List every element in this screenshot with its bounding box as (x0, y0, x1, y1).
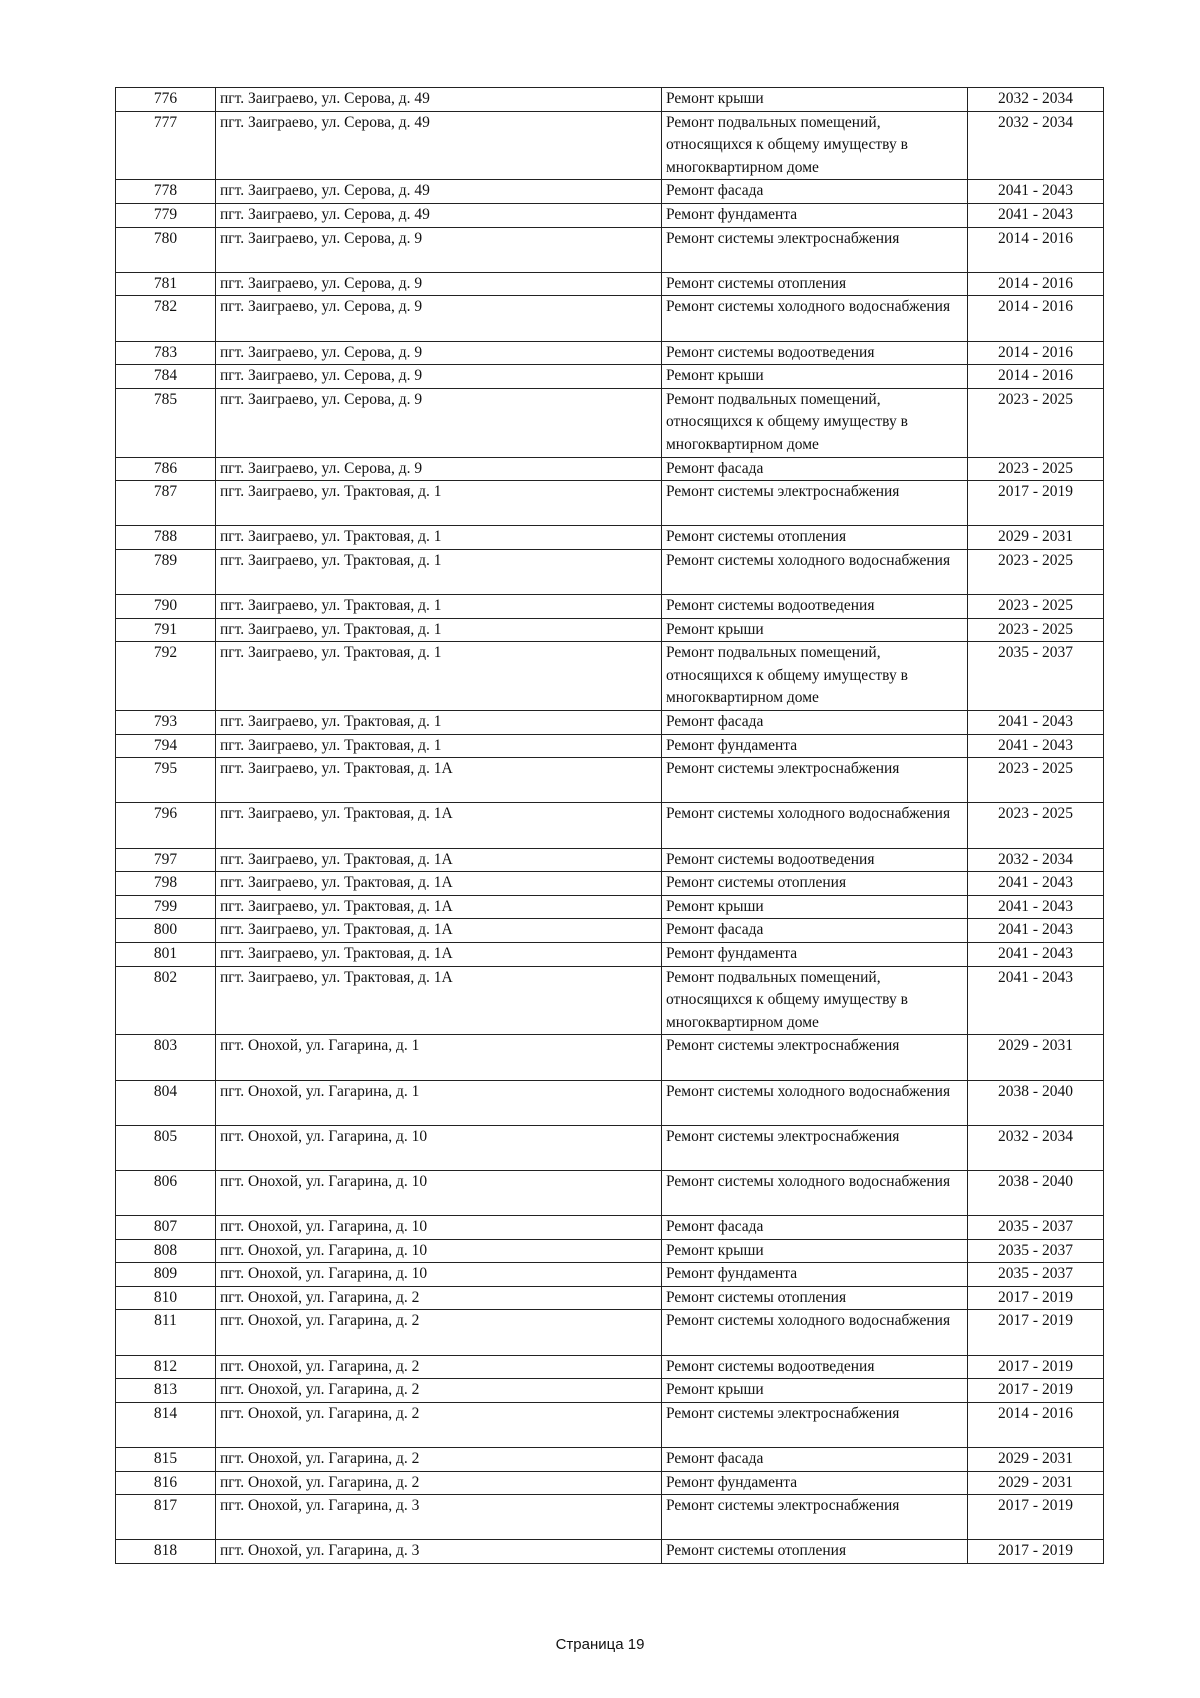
work-type-cell: Ремонт системы холодного водоснабжения (662, 1080, 968, 1125)
address-cell: пгт. Заиграево, ул. Серова, д. 9 (216, 341, 662, 365)
work-type-cell: Ремонт системы отопления (662, 526, 968, 550)
work-type-cell: Ремонт крыши (662, 88, 968, 112)
address-cell: пгт. Онохой, ул. Гагарина, д. 3 (216, 1495, 662, 1540)
period-cell: 2029 - 2031 (968, 1471, 1104, 1495)
work-type-cell: Ремонт системы водоотведения (662, 341, 968, 365)
table-row (116, 1540, 1104, 1564)
address-cell: пгт. Онохой, ул. Гагарина, д. 2 (216, 1379, 662, 1403)
address-cell: пгт. Онохой, ул. Гагарина, д. 10 (216, 1216, 662, 1240)
period-cell: 2035 - 2037 (968, 1216, 1104, 1240)
address-cell: пгт. Онохой, ул. Гагарина, д. 2 (216, 1471, 662, 1495)
work-type-cell: Ремонт фундамента (662, 942, 968, 966)
address-cell: пгт. Онохой, ул. Гагарина, д. 2 (216, 1310, 662, 1355)
period-cell: 2017 - 2019 (968, 1379, 1104, 1403)
address-cell: пгт. Заиграево, ул. Трактовая, д. 1 (216, 734, 662, 758)
address-cell: пгт. Заиграево, ул. Трактовая, д. 1А (216, 872, 662, 896)
table-row (116, 526, 1104, 550)
work-type-cell: Ремонт подвальных помещений, относящихся к общему имуществу в многоквартирном доме (662, 388, 968, 457)
address-cell: пгт. Заиграево, ул. Трактовая, д. 1 (216, 526, 662, 550)
work-type-cell: Ремонт системы отопления (662, 1286, 968, 1310)
row-number-cell: 813 (116, 1379, 216, 1403)
period-cell: 2032 - 2034 (968, 1125, 1104, 1170)
row-number-cell: 794 (116, 734, 216, 758)
period-cell: 2029 - 2031 (968, 526, 1104, 550)
address-cell: пгт. Заиграево, ул. Трактовая, д. 1 (216, 618, 662, 642)
address-cell: пгт. Онохой, ул. Гагарина, д. 2 (216, 1355, 662, 1379)
table-row (116, 595, 1104, 619)
work-type-cell: Ремонт системы электроснабжения (662, 1495, 968, 1540)
row-number-cell: 790 (116, 595, 216, 619)
work-type-cell: Ремонт системы холодного водоснабжения (662, 549, 968, 594)
address-cell: пгт. Онохой, ул. Гагарина, д. 10 (216, 1170, 662, 1215)
row-number-cell: 809 (116, 1263, 216, 1287)
table-row (116, 1379, 1104, 1403)
row-number-cell: 778 (116, 180, 216, 204)
row-number-cell: 802 (116, 966, 216, 1035)
table-row (116, 1080, 1104, 1125)
work-type-cell: Ремонт системы водоотведения (662, 1355, 968, 1379)
period-cell: 2023 - 2025 (968, 803, 1104, 848)
table-row (116, 1355, 1104, 1379)
address-cell: пгт. Заиграево, ул. Трактовая, д. 1А (216, 848, 662, 872)
address-cell: пгт. Онохой, ул. Гагарина, д. 10 (216, 1125, 662, 1170)
period-cell: 2023 - 2025 (968, 595, 1104, 619)
row-number-cell: 799 (116, 895, 216, 919)
address-cell: пгт. Онохой, ул. Гагарина, д. 2 (216, 1448, 662, 1472)
work-type-cell: Ремонт системы отопления (662, 872, 968, 896)
address-cell: пгт. Заиграево, ул. Серова, д. 9 (216, 365, 662, 389)
row-number-cell: 781 (116, 272, 216, 296)
table-row (116, 642, 1104, 711)
work-type-cell: Ремонт крыши (662, 618, 968, 642)
table-row (116, 296, 1104, 341)
period-cell: 2041 - 2043 (968, 966, 1104, 1035)
row-number-cell: 801 (116, 942, 216, 966)
row-number-cell: 808 (116, 1239, 216, 1263)
work-type-cell: Ремонт фасада (662, 919, 968, 943)
address-cell: пгт. Онохой, ул. Гагарина, д. 10 (216, 1239, 662, 1263)
row-number-cell: 776 (116, 88, 216, 112)
work-type-cell: Ремонт фасада (662, 457, 968, 481)
table-row (116, 272, 1104, 296)
row-number-cell: 782 (116, 296, 216, 341)
row-number-cell: 804 (116, 1080, 216, 1125)
period-cell: 2041 - 2043 (968, 942, 1104, 966)
repair-schedule-table (115, 87, 1104, 1564)
table-row (116, 1239, 1104, 1263)
work-type-cell: Ремонт фасада (662, 711, 968, 735)
work-type-cell: Ремонт фасада (662, 1448, 968, 1472)
period-cell: 2035 - 2037 (968, 642, 1104, 711)
address-cell: пгт. Заиграево, ул. Трактовая, д. 1 (216, 549, 662, 594)
table-row (116, 365, 1104, 389)
work-type-cell: Ремонт фундамента (662, 203, 968, 227)
period-cell: 2014 - 2016 (968, 272, 1104, 296)
table-row (116, 227, 1104, 272)
work-type-cell: Ремонт системы отопления (662, 1540, 968, 1564)
table-row (116, 895, 1104, 919)
table-row (116, 203, 1104, 227)
work-type-cell: Ремонт системы электроснабжения (662, 758, 968, 803)
period-cell: 2038 - 2040 (968, 1080, 1104, 1125)
row-number-cell: 815 (116, 1448, 216, 1472)
address-cell: пгт. Заиграево, ул. Трактовая, д. 1 (216, 481, 662, 526)
period-cell: 2023 - 2025 (968, 457, 1104, 481)
period-cell: 2014 - 2016 (968, 227, 1104, 272)
address-cell: пгт. Онохой, ул. Гагарина, д. 10 (216, 1263, 662, 1287)
address-cell: пгт. Заиграево, ул. Серова, д. 49 (216, 88, 662, 112)
work-type-cell: Ремонт крыши (662, 1379, 968, 1403)
period-cell: 2014 - 2016 (968, 341, 1104, 365)
address-cell: пгт. Заиграево, ул. Серова, д. 49 (216, 111, 662, 180)
period-cell: 2035 - 2037 (968, 1239, 1104, 1263)
address-cell: пгт. Заиграево, ул. Трактовая, д. 1 (216, 642, 662, 711)
work-type-cell: Ремонт системы водоотведения (662, 848, 968, 872)
work-type-cell: Ремонт системы электроснабжения (662, 1402, 968, 1447)
period-cell: 2035 - 2037 (968, 1263, 1104, 1287)
table-body (116, 88, 1104, 1564)
period-cell: 2041 - 2043 (968, 919, 1104, 943)
address-cell: пгт. Онохой, ул. Гагарина, д. 2 (216, 1286, 662, 1310)
table-row (116, 341, 1104, 365)
row-number-cell: 810 (116, 1286, 216, 1310)
table-row (116, 872, 1104, 896)
row-number-cell: 789 (116, 549, 216, 594)
period-cell: 2041 - 2043 (968, 895, 1104, 919)
row-number-cell: 777 (116, 111, 216, 180)
work-type-cell: Ремонт системы электроснабжения (662, 1125, 968, 1170)
period-cell: 2014 - 2016 (968, 365, 1104, 389)
row-number-cell: 796 (116, 803, 216, 848)
period-cell: 2041 - 2043 (968, 180, 1104, 204)
work-type-cell: Ремонт системы холодного водоснабжения (662, 1170, 968, 1215)
period-cell: 2032 - 2034 (968, 848, 1104, 872)
address-cell: пгт. Заиграево, ул. Трактовая, д. 1А (216, 966, 662, 1035)
row-number-cell: 818 (116, 1540, 216, 1564)
work-type-cell: Ремонт системы электроснабжения (662, 481, 968, 526)
table-row (116, 180, 1104, 204)
work-type-cell: Ремонт подвальных помещений, относящихся к общему имуществу в многоквартирном доме (662, 642, 968, 711)
period-cell: 2023 - 2025 (968, 549, 1104, 594)
work-type-cell: Ремонт фундамента (662, 1263, 968, 1287)
work-type-cell: Ремонт фасада (662, 180, 968, 204)
work-type-cell: Ремонт системы холодного водоснабжения (662, 296, 968, 341)
period-cell: 2041 - 2043 (968, 203, 1104, 227)
period-cell: 2014 - 2016 (968, 1402, 1104, 1447)
row-number-cell: 807 (116, 1216, 216, 1240)
work-type-cell: Ремонт крыши (662, 365, 968, 389)
table-row (116, 1286, 1104, 1310)
row-number-cell: 788 (116, 526, 216, 550)
table-row (116, 942, 1104, 966)
table-row (116, 803, 1104, 848)
period-cell: 2017 - 2019 (968, 1310, 1104, 1355)
table-row (116, 1263, 1104, 1287)
address-cell: пгт. Заиграево, ул. Серова, д. 9 (216, 457, 662, 481)
row-number-cell: 812 (116, 1355, 216, 1379)
period-cell: 2029 - 2031 (968, 1035, 1104, 1080)
address-cell: пгт. Заиграево, ул. Трактовая, д. 1А (216, 758, 662, 803)
period-cell: 2023 - 2025 (968, 758, 1104, 803)
address-cell: пгт. Онохой, ул. Гагарина, д. 1 (216, 1080, 662, 1125)
row-number-cell: 806 (116, 1170, 216, 1215)
work-type-cell: Ремонт системы электроснабжения (662, 1035, 968, 1080)
row-number-cell: 785 (116, 388, 216, 457)
table-row (116, 758, 1104, 803)
period-cell: 2032 - 2034 (968, 88, 1104, 112)
row-number-cell: 787 (116, 481, 216, 526)
period-cell: 2041 - 2043 (968, 734, 1104, 758)
period-cell: 2023 - 2025 (968, 388, 1104, 457)
row-number-cell: 783 (116, 341, 216, 365)
row-number-cell: 786 (116, 457, 216, 481)
period-cell: 2017 - 2019 (968, 1286, 1104, 1310)
address-cell: пгт. Заиграево, ул. Серова, д. 49 (216, 180, 662, 204)
row-number-cell: 803 (116, 1035, 216, 1080)
table-row (116, 481, 1104, 526)
row-number-cell: 800 (116, 919, 216, 943)
address-cell: пгт. Заиграево, ул. Серова, д. 9 (216, 227, 662, 272)
row-number-cell: 814 (116, 1402, 216, 1447)
table-row (116, 1471, 1104, 1495)
address-cell: пгт. Онохой, ул. Гагарина, д. 3 (216, 1540, 662, 1564)
row-number-cell: 795 (116, 758, 216, 803)
period-cell: 2017 - 2019 (968, 1495, 1104, 1540)
period-cell: 2017 - 2019 (968, 481, 1104, 526)
table-row (116, 1216, 1104, 1240)
row-number-cell: 793 (116, 711, 216, 735)
table-row (116, 966, 1104, 1035)
address-cell: пгт. Заиграево, ул. Трактовая, д. 1А (216, 803, 662, 848)
period-cell: 2014 - 2016 (968, 296, 1104, 341)
table-row (116, 919, 1104, 943)
table-row (116, 1125, 1104, 1170)
period-cell: 2017 - 2019 (968, 1355, 1104, 1379)
address-cell: пгт. Заиграево, ул. Серова, д. 49 (216, 203, 662, 227)
work-type-cell: Ремонт фундамента (662, 1471, 968, 1495)
table-row (116, 1402, 1104, 1447)
period-cell: 2032 - 2034 (968, 111, 1104, 180)
address-cell: пгт. Заиграево, ул. Трактовая, д. 1 (216, 595, 662, 619)
work-type-cell: Ремонт крыши (662, 895, 968, 919)
row-number-cell: 811 (116, 1310, 216, 1355)
row-number-cell: 784 (116, 365, 216, 389)
work-type-cell: Ремонт фундамента (662, 734, 968, 758)
row-number-cell: 780 (116, 227, 216, 272)
row-number-cell: 816 (116, 1471, 216, 1495)
work-type-cell: Ремонт системы холодного водоснабжения (662, 803, 968, 848)
table-row (116, 111, 1104, 180)
row-number-cell: 805 (116, 1125, 216, 1170)
address-cell: пгт. Заиграево, ул. Трактовая, д. 1А (216, 942, 662, 966)
page-number: Страница 19 (555, 1636, 645, 1653)
address-cell: пгт. Заиграево, ул. Серова, д. 9 (216, 296, 662, 341)
work-type-cell: Ремонт подвальных помещений, относящихся к общему имуществу в многоквартирном доме (662, 111, 968, 180)
work-type-cell: Ремонт системы электроснабжения (662, 227, 968, 272)
address-cell: пгт. Онохой, ул. Гагарина, д. 2 (216, 1402, 662, 1447)
period-cell: 2017 - 2019 (968, 1540, 1104, 1564)
table-row (116, 1170, 1104, 1215)
address-cell: пгт. Заиграево, ул. Трактовая, д. 1А (216, 919, 662, 943)
row-number-cell: 798 (116, 872, 216, 896)
work-type-cell: Ремонт системы отопления (662, 272, 968, 296)
row-number-cell: 792 (116, 642, 216, 711)
table-row (116, 388, 1104, 457)
address-cell: пгт. Заиграево, ул. Серова, д. 9 (216, 388, 662, 457)
address-cell: пгт. Онохой, ул. Гагарина, д. 1 (216, 1035, 662, 1080)
work-type-cell: Ремонт системы холодного водоснабжения (662, 1310, 968, 1355)
table-row (116, 1310, 1104, 1355)
table-row (116, 88, 1104, 112)
work-type-cell: Ремонт крыши (662, 1239, 968, 1263)
table-row (116, 711, 1104, 735)
row-number-cell: 797 (116, 848, 216, 872)
table-row (116, 549, 1104, 594)
work-type-cell: Ремонт системы водоотведения (662, 595, 968, 619)
period-cell: 2041 - 2043 (968, 872, 1104, 896)
table-row (116, 457, 1104, 481)
table-row (116, 1495, 1104, 1540)
table-row (116, 1035, 1104, 1080)
period-cell: 2038 - 2040 (968, 1170, 1104, 1215)
work-type-cell: Ремонт подвальных помещений, относящихся к общему имуществу в многоквартирном доме (662, 966, 968, 1035)
row-number-cell: 791 (116, 618, 216, 642)
table-row (116, 1448, 1104, 1472)
work-type-cell: Ремонт фасада (662, 1216, 968, 1240)
period-cell: 2029 - 2031 (968, 1448, 1104, 1472)
table-row (116, 618, 1104, 642)
address-cell: пгт. Заиграево, ул. Трактовая, д. 1 (216, 711, 662, 735)
table-row (116, 848, 1104, 872)
row-number-cell: 779 (116, 203, 216, 227)
period-cell: 2041 - 2043 (968, 711, 1104, 735)
address-cell: пгт. Заиграево, ул. Серова, д. 9 (216, 272, 662, 296)
table-row (116, 734, 1104, 758)
period-cell: 2023 - 2025 (968, 618, 1104, 642)
row-number-cell: 817 (116, 1495, 216, 1540)
address-cell: пгт. Заиграево, ул. Трактовая, д. 1А (216, 895, 662, 919)
